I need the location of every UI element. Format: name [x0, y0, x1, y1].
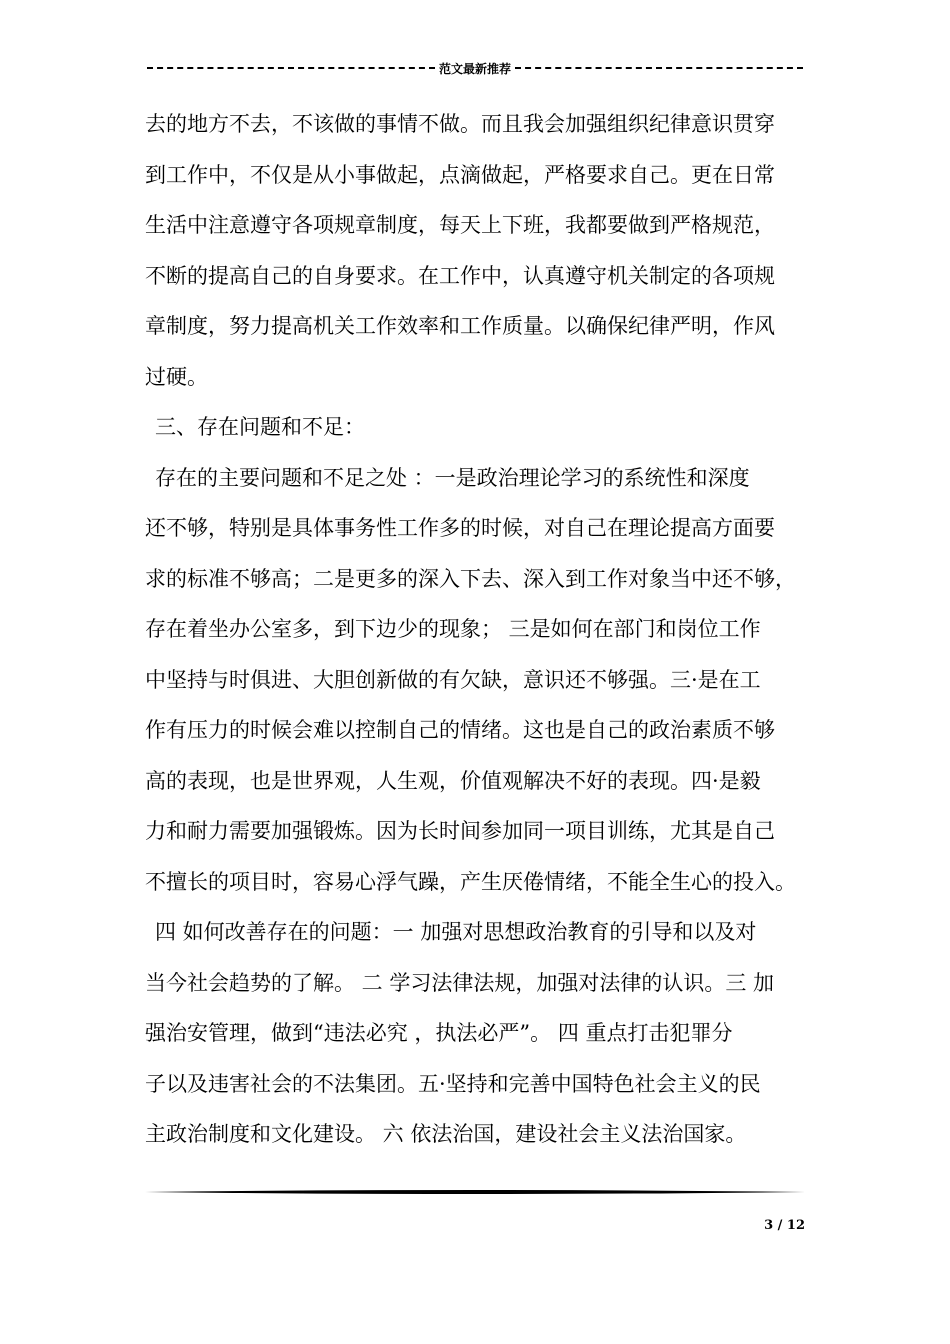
text-line: 还不够，特别是具体事务性工作多的时候，对自己在理论提高方面要 [145, 516, 775, 540]
footer-rule [145, 1189, 805, 1195]
page-number: 3 / 12 [764, 1218, 805, 1233]
text-line: 当今社会趋势的了解。 二 学习法律法规，加强对法律的认识。三 加 [145, 970, 775, 995]
header-title: 范文最新推荐 [439, 61, 512, 76]
text-line: 子以及违害社会的不法集团。五·坚持和完善中国特色社会主义的民 [145, 1071, 761, 1096]
text-line: 到工作中，不仅是从小事做起，点滴做起，严格要求自己。更在日常 [145, 162, 775, 187]
text-line: 高的表现，也是世界观，人生观，价值观解决不好的表现。四·是毅 [145, 768, 761, 793]
header-dash-left [147, 67, 435, 69]
text-line: 存在的主要问题和不足之处 ：一是政治理论学习的系统性和深度 [155, 465, 750, 490]
text-line: 生活中注意遵守各项规章制度，每天上下班，我都要做到严格规范， [145, 213, 775, 237]
text-line: 中坚持与时俱进、大胆创新做的有欠缺，意识还不够强。三·是在工 [145, 667, 761, 692]
document-body [145, 102, 817, 1163]
section-heading: 四 如何改善存在的问题：一 加强对思想政治教育的引导和以及对 [155, 920, 757, 944]
text-line: 不擅长的项目时，容易心浮气躁，产生厌倦情绪，不能全生心的投入。 [145, 869, 796, 894]
text-line: 不断的提高自己的自身要求。在工作中，认真遵守机关制定的各项规 [145, 263, 775, 288]
header-dash-right [515, 67, 803, 69]
text-line: 章制度，努力提高机关工作效率和工作质量。以确保纪律严明，作风 [145, 314, 775, 338]
text-line: 过硬。 [145, 364, 208, 389]
text-line: 求的标准不够高；二是更多的深入下去、深入到工作对象当中还不够， [145, 566, 796, 591]
text-line: 去的地方不去，不该做的事情不做。而且我会加强组织纪律意识贯穿 [145, 112, 775, 136]
footer-rule-graphic [145, 1189, 805, 1195]
text-line: 主政治制度和文化建设。 六 依法治国，建设社会主义法治国家。 [145, 1122, 747, 1146]
text-line: 作有压力的时候会难以控制自己的情绪。这也是自己的政治素质不够 [145, 718, 775, 742]
text-line: 力和耐力需要加强锻炼。因为长时间参加同一项目训练，尤其是自己 [145, 819, 775, 843]
text-line: 存在着坐办公室多，到下边少的现象； 三是如何在部门和岗位工作 [145, 617, 761, 641]
section-heading: 三、存在问题和不足： [155, 415, 365, 439]
page-header [145, 58, 805, 78]
text-line: 强治安管理，做到“违法必究 ，执法必严”。 四 重点打击犯罪分 [145, 1021, 733, 1045]
